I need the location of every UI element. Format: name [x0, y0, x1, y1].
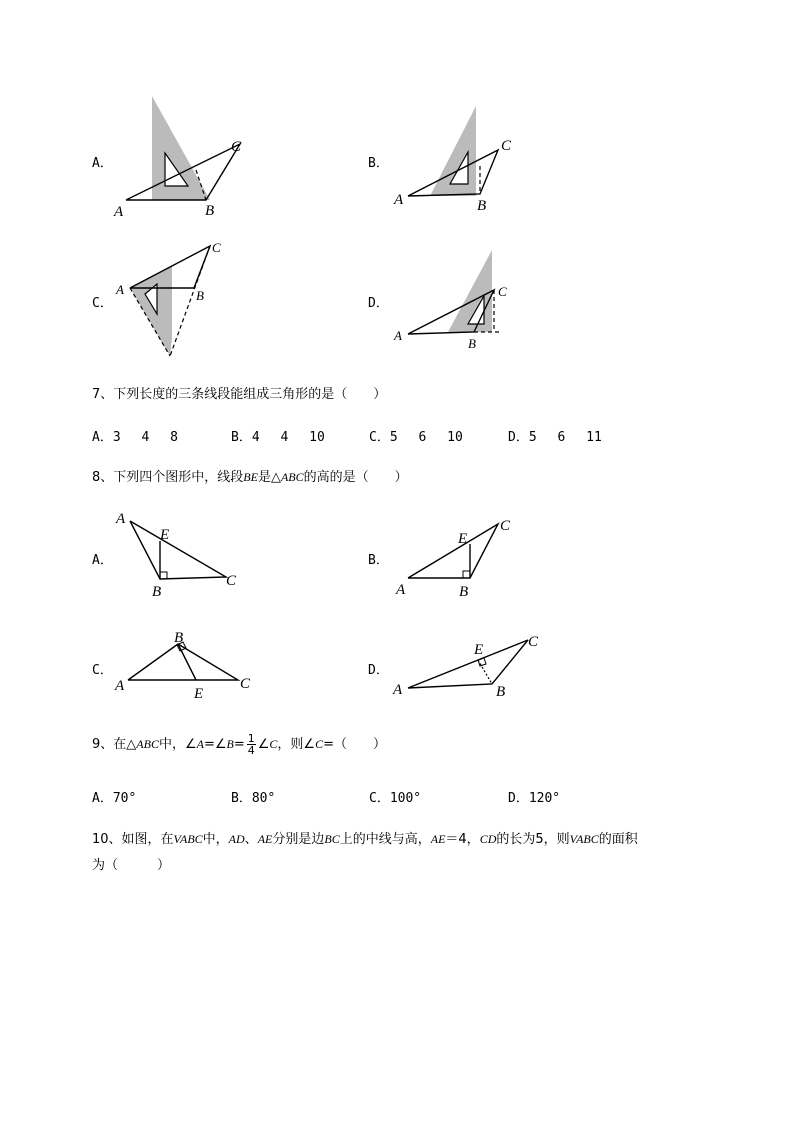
vertex-b-label: B [468, 336, 476, 351]
q10-text-3: 、 [244, 832, 258, 847]
vertex-c-label: C [500, 518, 511, 534]
q6-option-c-label[interactable]: C． [92, 296, 113, 311]
q9-option-b[interactable]: B．80° [231, 791, 276, 806]
q8-option-b-label[interactable]: B． [368, 553, 389, 568]
q9-var-abc: ABC [136, 737, 159, 751]
point-e-label: E [194, 686, 204, 702]
vertex-a-label: A [115, 678, 125, 694]
q9-fraction [247, 733, 256, 756]
q6-figure-c [110, 238, 240, 363]
fraction-numerator: 1 [247, 732, 255, 745]
q10-text-1: 10、如图，在 [92, 832, 174, 847]
q6-option-b-label[interactable]: B． [368, 156, 389, 171]
triangle-abc [408, 640, 528, 688]
q10-var-cd: CD [479, 832, 497, 846]
q10-var-ae2: AE [430, 832, 446, 846]
q7-option-d[interactable]: D．5 6 11 [508, 430, 602, 445]
q8-figure-a [110, 505, 250, 605]
q10-stem [92, 826, 742, 879]
q10-text-7: 的长为5，则 [496, 832, 570, 847]
right-angle-mark [478, 658, 486, 666]
q8-option-a-label[interactable]: A． [92, 553, 113, 568]
vertex-a-label: A [116, 282, 124, 297]
q8-option-c-label[interactable]: C． [92, 663, 113, 678]
q9-text-4: = [233, 737, 245, 752]
q6-figure-d [388, 246, 518, 354]
vertex-a-label: A [396, 582, 406, 598]
q10-text-4: 分别是边 [272, 832, 325, 847]
q9-var-b: B [226, 737, 234, 751]
point-e-label: E [160, 527, 170, 543]
q6-option-a-label[interactable]: A． [92, 156, 113, 171]
q10-text-5: 上的中线与高， [339, 832, 431, 847]
q10-text-8: 的面积 [598, 832, 638, 847]
q10-text-2: 中， [202, 832, 229, 847]
q6-option-d-label[interactable]: D． [368, 296, 389, 311]
vertex-c-label: C [501, 138, 512, 154]
vertex-b-label: B [459, 584, 469, 600]
q8-stem [92, 466, 408, 485]
q10-var-vabc: VABC [173, 832, 203, 846]
q10-var-vabc2: VABC [569, 832, 599, 846]
q9-option-c[interactable]: C．100° [369, 791, 422, 806]
q10-var-ae: AE [257, 832, 273, 846]
vertex-b-label: B [196, 288, 204, 303]
q6-figure-a [110, 90, 260, 220]
vertex-c-label: C [240, 676, 251, 692]
q9-var-a: A [196, 737, 204, 751]
q8-var-abc: ABC [280, 470, 304, 484]
q9-option-a[interactable]: A．70° [92, 791, 137, 806]
q10-var-ad: AD [228, 832, 245, 846]
q8-figure-b [388, 510, 528, 602]
q8-option-d-label[interactable]: D． [368, 663, 389, 678]
q8-figure-c [110, 624, 260, 704]
right-angle-mark [463, 571, 470, 578]
vertex-a-label: A [394, 192, 404, 208]
set-square-shape [130, 266, 172, 356]
vertex-b-label: B [205, 203, 215, 219]
vertex-a-label: A [393, 682, 403, 698]
vertex-b-label: B [152, 584, 162, 600]
fraction-denominator: 4 [247, 744, 255, 757]
vertex-b-label: B [477, 198, 487, 214]
vertex-a-label: A [394, 328, 402, 343]
q8-var-be: BE [243, 470, 258, 484]
triangle-abc [130, 521, 226, 579]
vertex-b-label: B [174, 630, 184, 646]
q9-text-2: 中，∠ [158, 737, 197, 752]
point-e-label: E [474, 642, 484, 658]
q8-stem-text-3: 的高的是（ ） [303, 470, 408, 485]
q9-option-d[interactable]: D．120° [508, 791, 561, 806]
q9-var-c2: C [315, 737, 324, 751]
q7-option-a[interactable]: A．3 4 8 [92, 430, 178, 445]
q10-text-6: ＝4， [445, 832, 480, 847]
q8-figure-d [388, 630, 548, 706]
vertex-a-label: A [116, 511, 126, 527]
q7-option-c[interactable]: C．5 6 10 [369, 430, 463, 445]
point-e-label: E [458, 531, 468, 547]
triangle-abc [408, 524, 498, 578]
vertex-a-label: A [114, 204, 124, 220]
altitude-dotted [478, 660, 492, 684]
vertex-c-label: C [528, 634, 539, 650]
vertex-c-label: C [226, 573, 237, 589]
vertex-c-label: C [231, 139, 242, 155]
vertex-c-label: C [498, 284, 507, 299]
vertex-c-label: C [212, 240, 221, 255]
q9-text-7: =（ ） [323, 737, 386, 752]
q8-stem-text-1: 8、下列四个图形中，线段 [92, 470, 244, 485]
q9-text-6: ，则∠ [277, 737, 316, 752]
q10-text-line2: 为（ ） [92, 858, 171, 873]
q9-stem [92, 733, 386, 756]
q9-text-5: ∠ [257, 737, 270, 752]
vertex-b-label: B [496, 684, 506, 700]
q6-figure-b [388, 100, 528, 220]
right-angle-mark [160, 572, 167, 579]
q10-var-bc: BC [324, 832, 340, 846]
q7-stem: 7、下列长度的三条线段能组成三角形的是（ ） [92, 387, 387, 402]
q7-option-b[interactable]: B．4 4 10 [231, 430, 325, 445]
q9-text-1: 9、在△ [92, 737, 137, 752]
q9-text-3: =∠ [203, 737, 227, 752]
altitude-dashed [170, 246, 210, 356]
q9-var-c: C [269, 737, 278, 751]
q8-stem-text-2: 是△ [257, 470, 281, 485]
